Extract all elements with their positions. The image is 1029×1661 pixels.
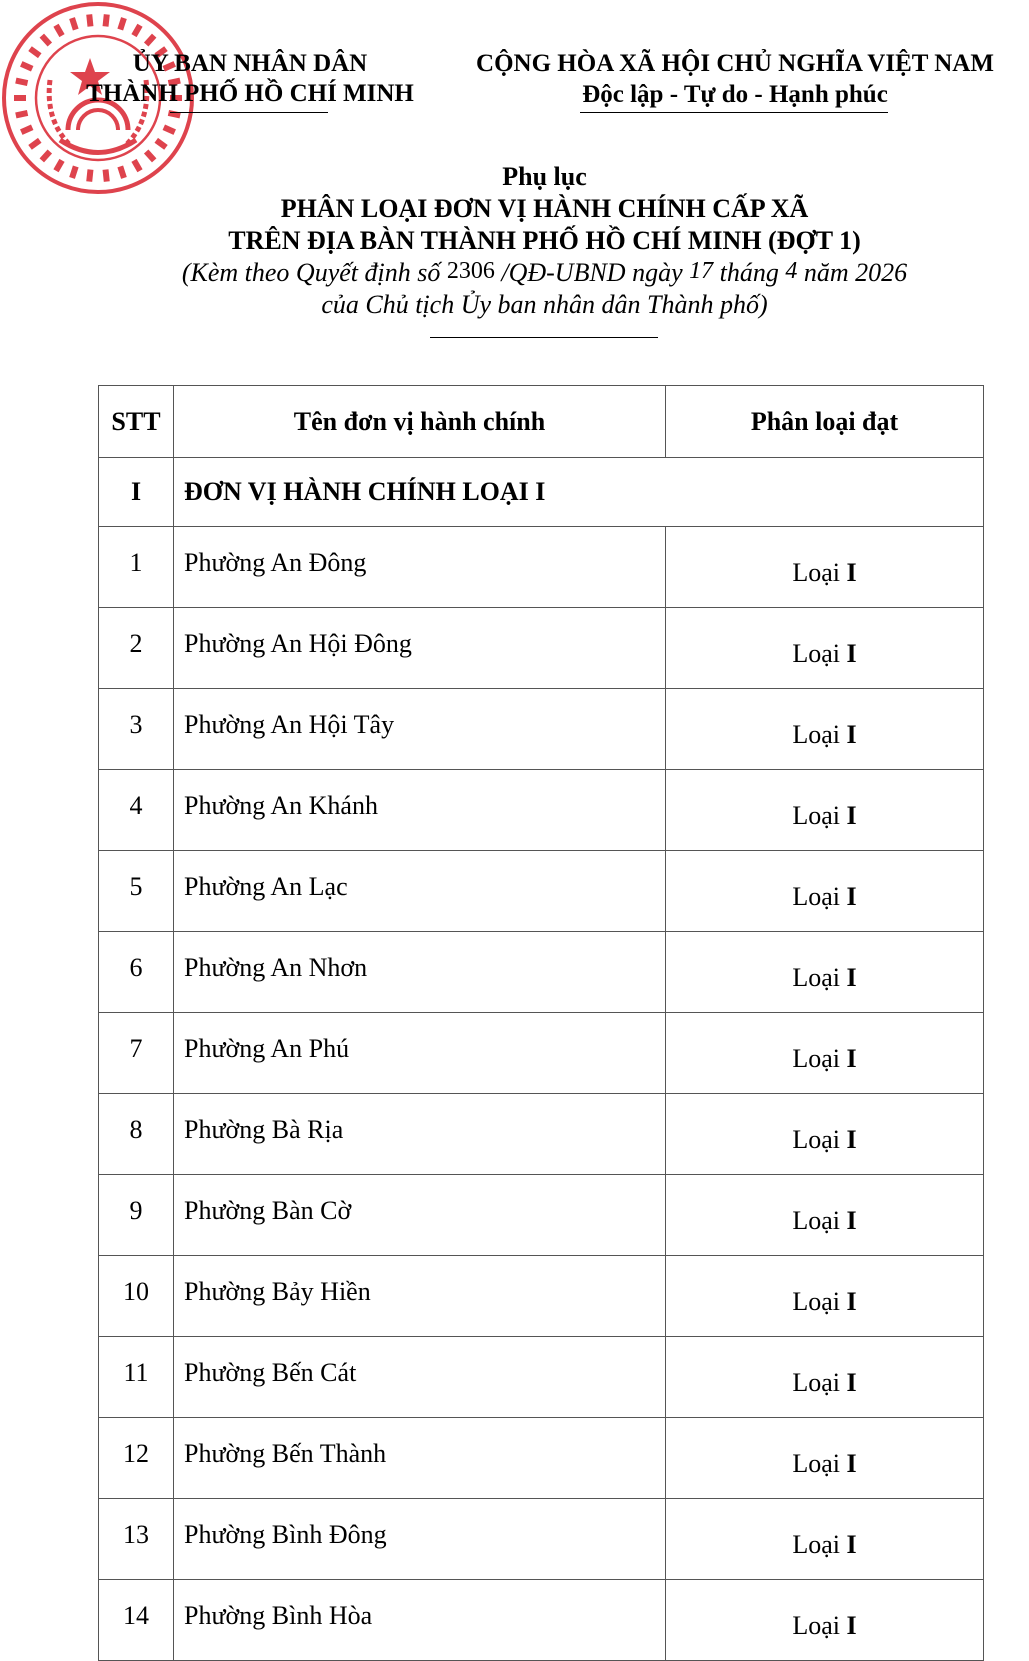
seal-letter-mark <box>144 34 156 47</box>
class-value: I <box>846 1125 857 1154</box>
class-prefix: Loại <box>792 1206 841 1235</box>
class-prefix: Loại <box>792 963 841 992</box>
issuer-name-line1: ỦY BAN NHÂN DÂN <box>132 50 368 77</box>
appendix-title-line2: TRÊN ĐỊA BÀN THÀNH PHỐ HỒ CHÍ MINH (ĐỢT 1) <box>228 226 861 255</box>
header-stt: STT <box>99 386 174 458</box>
decision-month: 4 <box>785 258 798 284</box>
row-unit-name: Phường An Hội Đông <box>174 608 666 689</box>
row-unit-name: Phường An Hội Tây <box>174 689 666 770</box>
class-value: I <box>846 882 857 911</box>
row-unit-name: Phường Bàn Cờ <box>174 1175 666 1256</box>
class-value: I <box>846 1368 857 1397</box>
seal-letter-mark <box>20 125 33 135</box>
section-stt: I <box>99 458 174 527</box>
seal-letter-mark <box>117 17 126 30</box>
class-value: I <box>846 1530 857 1559</box>
row-unit-name: Phường Bảy Hiền <box>174 1256 666 1337</box>
ref-text: (Kèm theo Quyết định số <box>181 258 447 287</box>
class-prefix: Loại <box>792 558 841 587</box>
class-prefix: Loại <box>792 639 841 668</box>
table-row <box>99 1256 984 1337</box>
row-unit-name: Phường An Lạc <box>174 851 666 932</box>
decision-reference <box>0 258 1029 288</box>
row-classification <box>666 1580 984 1661</box>
row-unit-name: Phường An Đông <box>174 527 666 608</box>
class-prefix: Loại <box>792 1611 841 1640</box>
row-stt: 14 <box>99 1580 174 1661</box>
row-classification <box>666 1013 984 1094</box>
row-stt: 5 <box>99 851 174 932</box>
table-row <box>99 1580 984 1661</box>
decision-day: 17 <box>689 258 714 284</box>
row-classification <box>666 608 984 689</box>
row-classification <box>666 851 984 932</box>
class-value: I <box>846 1044 857 1073</box>
issuer-name-line2: THÀNH PHỐ HỒ CHÍ MINH <box>86 80 414 107</box>
national-title: CỘNG HÒA XÃ HỘI CHỦ NGHĨA VIỆT NAM <box>476 50 994 77</box>
class-value: I <box>846 801 857 830</box>
class-value: I <box>846 558 857 587</box>
row-unit-name: Phường An Khánh <box>174 770 666 851</box>
decision-issuer: của Chủ tịch Ủy ban nhân dân Thành phố) <box>321 290 768 319</box>
seal-letter-mark <box>86 14 93 27</box>
class-value: I <box>846 639 857 668</box>
row-classification <box>666 1418 984 1499</box>
table-row <box>99 770 984 851</box>
seal-letter-mark <box>144 149 156 162</box>
class-value: I <box>846 963 857 992</box>
row-classification <box>666 932 984 1013</box>
row-stt: 8 <box>99 1094 174 1175</box>
row-stt: 9 <box>99 1175 174 1256</box>
row-stt: 12 <box>99 1418 174 1499</box>
header-name: Tên đơn vị hành chính <box>174 386 666 458</box>
issuer-underline <box>170 112 328 113</box>
row-stt: 6 <box>99 932 174 1013</box>
row-classification <box>666 770 984 851</box>
seal-letter-mark <box>53 24 64 37</box>
seal-letter-mark <box>28 138 41 150</box>
class-prefix: Loại <box>792 801 841 830</box>
ref-text: /QĐ-UBND ngày <box>494 258 690 287</box>
row-stt: 11 <box>99 1337 174 1418</box>
title-divider <box>430 337 658 338</box>
row-classification <box>666 527 984 608</box>
row-stt: 7 <box>99 1013 174 1094</box>
table-row <box>99 608 984 689</box>
row-unit-name: Phường Bình Hòa <box>174 1580 666 1661</box>
row-classification <box>666 1256 984 1337</box>
row-stt: 4 <box>99 770 174 851</box>
row-classification <box>666 1337 984 1418</box>
table-row <box>99 851 984 932</box>
seal-letter-mark <box>163 125 176 135</box>
seal-letter-mark <box>40 149 52 162</box>
class-value: I <box>846 720 857 749</box>
table-row <box>99 527 984 608</box>
classification-table <box>98 385 984 1661</box>
row-unit-name: Phường Bà Rịa <box>174 1094 666 1175</box>
row-stt: 2 <box>99 608 174 689</box>
table-row <box>99 1499 984 1580</box>
appendix-title-line1: PHÂN LOẠI ĐƠN VỊ HÀNH CHÍNH CẤP XÃ <box>280 194 809 223</box>
row-unit-name: Phường Bến Cát <box>174 1337 666 1418</box>
national-motto: Độc lập - Tự do - Hạnh phúc <box>582 81 888 108</box>
table-row <box>99 1418 984 1499</box>
table-row <box>99 1013 984 1094</box>
class-prefix: Loại <box>792 720 841 749</box>
row-unit-name: Phường Bến Thành <box>174 1418 666 1499</box>
header-class: Phân loại đạt <box>666 386 984 458</box>
row-stt: 1 <box>99 527 174 608</box>
seal-letter-mark <box>40 34 52 47</box>
motto-underline <box>580 112 888 113</box>
row-stt: 13 <box>99 1499 174 1580</box>
appendix-label: Phụ lục <box>502 162 587 191</box>
ref-text: tháng <box>713 258 786 287</box>
table-row <box>99 1094 984 1175</box>
section-name: ĐƠN VỊ HÀNH CHÍNH LOẠI I <box>174 458 984 527</box>
class-prefix: Loại <box>792 1449 841 1478</box>
row-stt: 3 <box>99 689 174 770</box>
row-classification <box>666 1175 984 1256</box>
class-prefix: Loại <box>792 1368 841 1397</box>
table-row <box>99 1175 984 1256</box>
ref-text: năm 2026 <box>797 258 908 287</box>
row-unit-name: Phường An Nhơn <box>174 932 666 1013</box>
class-prefix: Loại <box>792 882 841 911</box>
row-unit-name: Phường Bình Đông <box>174 1499 666 1580</box>
seal-letter-mark <box>69 17 78 30</box>
class-prefix: Loại <box>792 1287 841 1316</box>
table-row <box>99 932 984 1013</box>
class-value: I <box>846 1449 857 1478</box>
seal-letter-mark <box>15 78 28 86</box>
row-classification <box>666 1094 984 1175</box>
table-header-row <box>99 386 984 458</box>
row-stt: 10 <box>99 1256 174 1337</box>
class-prefix: Loại <box>792 1530 841 1559</box>
class-value: I <box>846 1287 857 1316</box>
seal-letter-mark <box>154 138 167 150</box>
table-row <box>99 689 984 770</box>
section-row <box>99 458 984 527</box>
table-row <box>99 1337 984 1418</box>
seal-letter-mark <box>28 46 41 58</box>
class-value: I <box>846 1611 857 1640</box>
decision-number: 2306 <box>446 258 495 284</box>
seal-letter-mark <box>20 61 33 71</box>
seal-letter-mark <box>15 110 28 118</box>
row-classification <box>666 1499 984 1580</box>
class-prefix: Loại <box>792 1044 841 1073</box>
row-classification <box>666 689 984 770</box>
class-value: I <box>846 1206 857 1235</box>
class-prefix: Loại <box>792 1125 841 1154</box>
seal-letter-mark <box>103 14 110 27</box>
row-unit-name: Phường An Phú <box>174 1013 666 1094</box>
seal-letter-mark <box>14 95 26 101</box>
seal-letter-mark <box>131 24 142 37</box>
